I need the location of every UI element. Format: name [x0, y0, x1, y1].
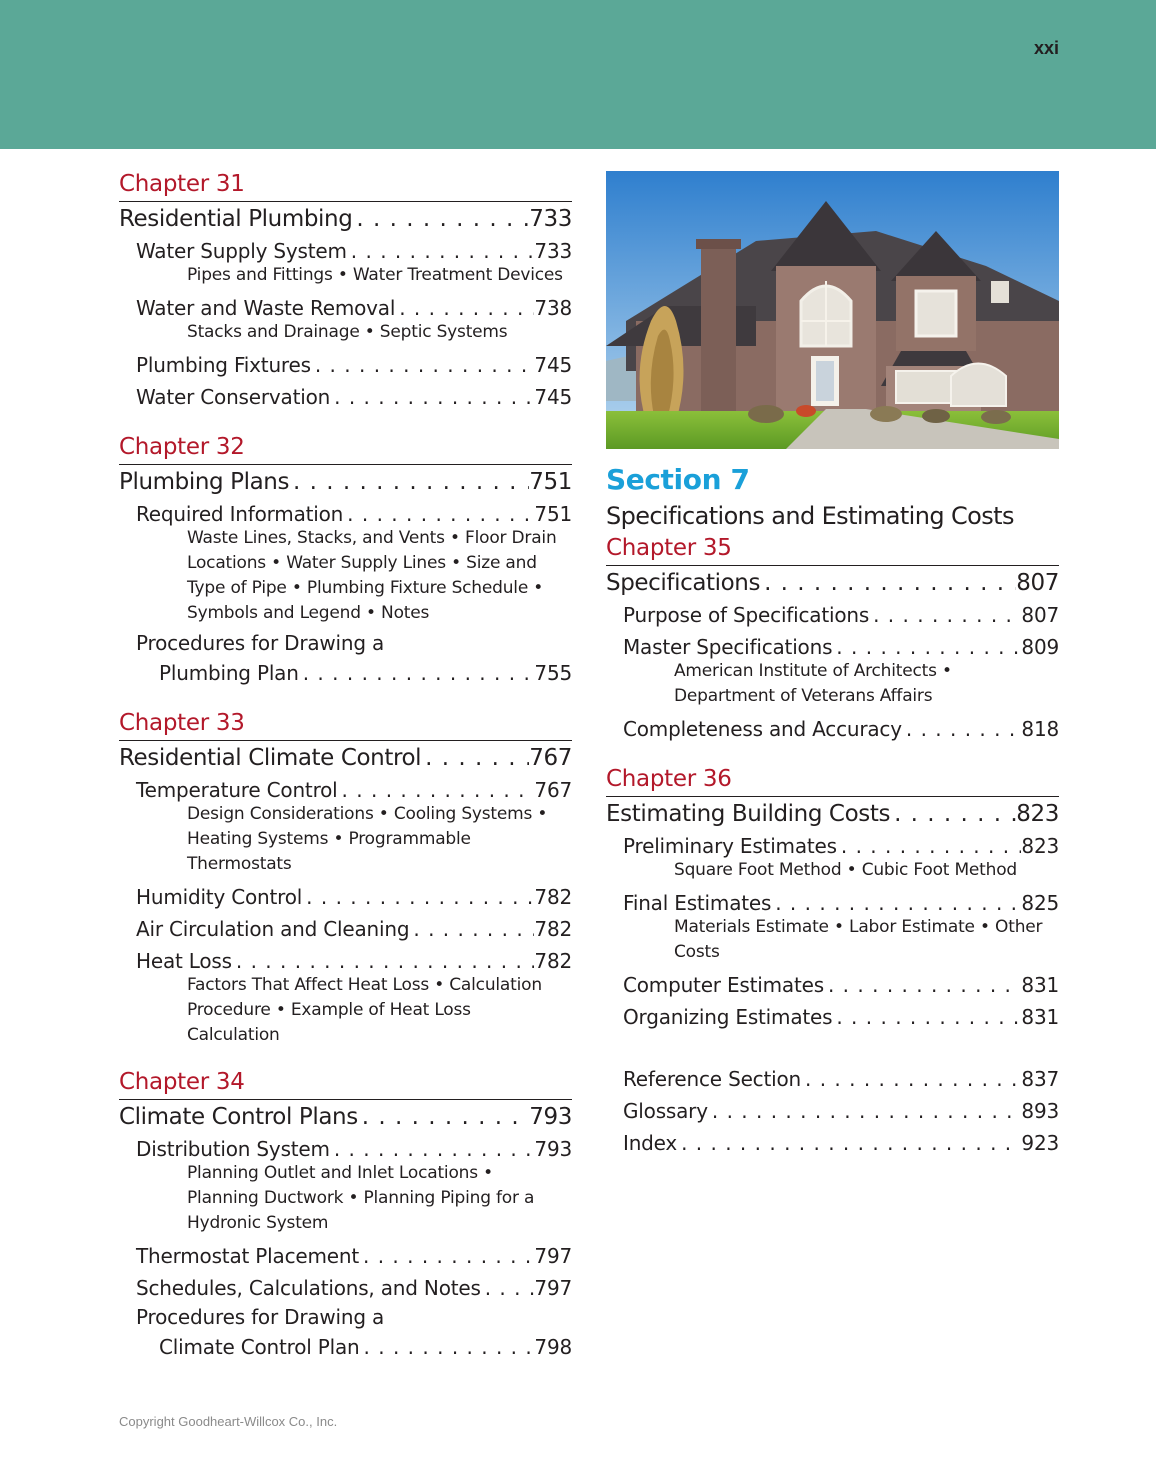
page-ref: 793 — [529, 1104, 572, 1130]
chapter-label: Chapter 36 — [606, 766, 732, 792]
page-ref: 755 — [534, 661, 572, 685]
page-ref: 798 — [534, 1335, 572, 1359]
entry-title: Master Specifications — [623, 635, 833, 659]
page-ref: 807 — [1016, 570, 1059, 596]
chapter-title-link[interactable] — [606, 798, 1059, 830]
page-ref: 825 — [1021, 891, 1059, 915]
page-ref: 823 — [1016, 801, 1059, 827]
chapter-31 — [119, 168, 572, 413]
entry-topics: Materials Estimate • Labor Estimate • Other Costs — [674, 917, 1043, 962]
entry-title: Water and Waste Removal — [136, 296, 396, 320]
entry-title-line1: Procedures for Drawing a — [136, 1305, 385, 1329]
chapter-title: Residential Plumbing — [119, 206, 353, 232]
entry-topics: Planning Outlet and Inlet Locations • Planning Ductwork • Planning Piping for a Hydronic System — [187, 1163, 535, 1233]
chapter-rule — [119, 1099, 572, 1100]
entry-title: Purpose of Specifications — [623, 603, 870, 627]
chapter-36 — [606, 763, 1059, 1033]
chapter-label: Chapter 32 — [119, 434, 245, 460]
toc-entry[interactable] — [606, 713, 1059, 745]
entry-title: Index — [623, 1131, 678, 1155]
entry-title: Water Conservation — [136, 385, 331, 409]
chapter-33 — [119, 707, 572, 1048]
toc-entry[interactable] — [606, 969, 1059, 1001]
entry-title: Humidity Control — [136, 885, 303, 909]
entry-title: Glossary — [623, 1099, 708, 1123]
page-ref: 818 — [1021, 717, 1059, 741]
chapter-title: Specifications — [606, 570, 761, 596]
entry-title: Final Estimates — [623, 891, 772, 915]
entry-title: Preliminary Estimates — [623, 834, 837, 858]
page-ref: 782 — [534, 917, 572, 941]
backmatter — [606, 1063, 1059, 1159]
entry-title: Heat Loss — [136, 949, 232, 973]
toc-entry[interactable] — [119, 1272, 572, 1304]
section-title: Specifications and Estimating Costs — [606, 502, 1014, 530]
toc-entry[interactable] — [119, 1331, 572, 1363]
entry-title: Distribution System — [136, 1137, 330, 1161]
chapter-title-link[interactable] — [119, 203, 572, 235]
page-ref: 745 — [534, 353, 572, 377]
page-ref: 738 — [534, 296, 572, 320]
chapter-rule — [119, 740, 572, 741]
page-ref: 831 — [1021, 973, 1059, 997]
toc-entry-reference-section[interactable] — [606, 1063, 1059, 1095]
page-ref: 745 — [534, 385, 572, 409]
entry-title: Completeness and Accuracy — [623, 717, 902, 741]
toc-left-column — [119, 168, 572, 1381]
toc-entry[interactable] — [119, 349, 572, 381]
chapter-label: Chapter 35 — [606, 535, 732, 561]
entry-title: Organizing Estimates — [623, 1005, 833, 1029]
copyright-notice: Copyright Goodheart-Willcox Co., Inc. — [119, 1414, 338, 1429]
page-ref: 767 — [534, 778, 572, 802]
page-ref: 823 — [1021, 834, 1059, 858]
header-band — [0, 0, 1156, 149]
chapter-title-link[interactable] — [119, 1101, 572, 1133]
entry-topics: Design Considerations • Cooling Systems • Heating Systems • Programmable Thermostats — [187, 804, 548, 874]
toc-entry[interactable] — [606, 599, 1059, 631]
toc-entry[interactable] — [119, 381, 572, 413]
chapter-34 — [119, 1066, 572, 1363]
chapter-rule — [119, 201, 572, 202]
entry-topics: Pipes and Fittings • Water Treatment Devices — [187, 265, 563, 285]
chapter-title-link[interactable] — [606, 567, 1059, 599]
page-ref: 807 — [1021, 603, 1059, 627]
page-ref: 797 — [534, 1276, 572, 1300]
page-ref: 793 — [534, 1137, 572, 1161]
toc-right-column — [606, 168, 1059, 1159]
entry-title: Reference Section — [623, 1067, 801, 1091]
section-label: Section 7 — [606, 463, 750, 496]
chapter-title: Estimating Building Costs — [606, 801, 891, 827]
chapter-title: Residential Climate Control — [119, 745, 422, 771]
toc-entry[interactable] — [119, 913, 572, 945]
chapter-label: Chapter 33 — [119, 710, 245, 736]
chapter-label: Chapter 34 — [119, 1069, 245, 1095]
entry-title: Schedules, Calculations, and Notes — [136, 1276, 481, 1300]
page-ref: 831 — [1021, 1005, 1059, 1029]
entry-topics: Factors That Affect Heat Loss • Calculation Procedure • Example of Heat Loss Calculation — [187, 975, 542, 1045]
page-ref: 837 — [1021, 1067, 1059, 1091]
entry-title: Plumbing Fixtures — [136, 353, 311, 377]
page-ref: 782 — [534, 885, 572, 909]
chapter-35 — [606, 532, 1059, 745]
house-photo — [606, 171, 1059, 449]
page-ref: 733 — [534, 239, 572, 263]
chapter-rule — [606, 565, 1059, 566]
toc-entry-glossary[interactable] — [606, 1095, 1059, 1127]
page-ref: 923 — [1021, 1131, 1059, 1155]
page-ref: 797 — [534, 1244, 572, 1268]
entry-title: Plumbing Plan — [159, 661, 299, 685]
entry-topics: Waste Lines, Stacks, and Vents • Floor Drain Locations • Water Supply Lines • Size and Type of Pipe • Plumbing Fixture Schedule • Symbols and Legend • Notes — [187, 528, 557, 623]
entry-title: Climate Control Plan — [159, 1335, 360, 1359]
entry-title: Air Circulation and Cleaning — [136, 917, 410, 941]
entry-title: Water Supply System — [136, 239, 347, 263]
toc-entry[interactable] — [606, 1001, 1059, 1033]
chapter-title-link[interactable] — [119, 742, 572, 774]
entry-topics: Square Foot Method • Cubic Foot Method — [674, 860, 1018, 880]
toc-entry[interactable] — [119, 881, 572, 913]
page-ref: 893 — [1021, 1099, 1059, 1123]
chapter-label: Chapter 31 — [119, 171, 245, 197]
page-ref: 733 — [529, 206, 572, 232]
chapter-32 — [119, 431, 572, 689]
entry-topics: American Institute of Architects • Department of Veterans Affairs — [674, 661, 952, 706]
chapter-title: Plumbing Plans — [119, 469, 290, 495]
chapter-rule — [606, 796, 1059, 797]
chapter-rule — [119, 464, 572, 465]
chapter-title-link[interactable] — [119, 466, 572, 498]
page-number: xxi — [1033, 38, 1059, 58]
page-ref: 751 — [529, 469, 572, 495]
entry-title-line1: Procedures for Drawing a — [136, 631, 385, 655]
page-ref: 809 — [1021, 635, 1059, 659]
toc-entry[interactable] — [119, 1240, 572, 1272]
entry-title: Computer Estimates — [623, 973, 824, 997]
page-ref: 751 — [534, 502, 572, 526]
chapter-title: Climate Control Plans — [119, 1104, 358, 1130]
entry-title: Temperature Control — [136, 778, 338, 802]
page-ref: 767 — [529, 745, 572, 771]
entry-title: Required Information — [136, 502, 344, 526]
toc-entry[interactable] — [119, 657, 572, 689]
entry-topics: Stacks and Drainage • Septic Systems — [187, 322, 508, 342]
toc-entry-index[interactable] — [606, 1127, 1059, 1159]
entry-title: Thermostat Placement — [136, 1244, 359, 1268]
page-ref: 782 — [534, 949, 572, 973]
